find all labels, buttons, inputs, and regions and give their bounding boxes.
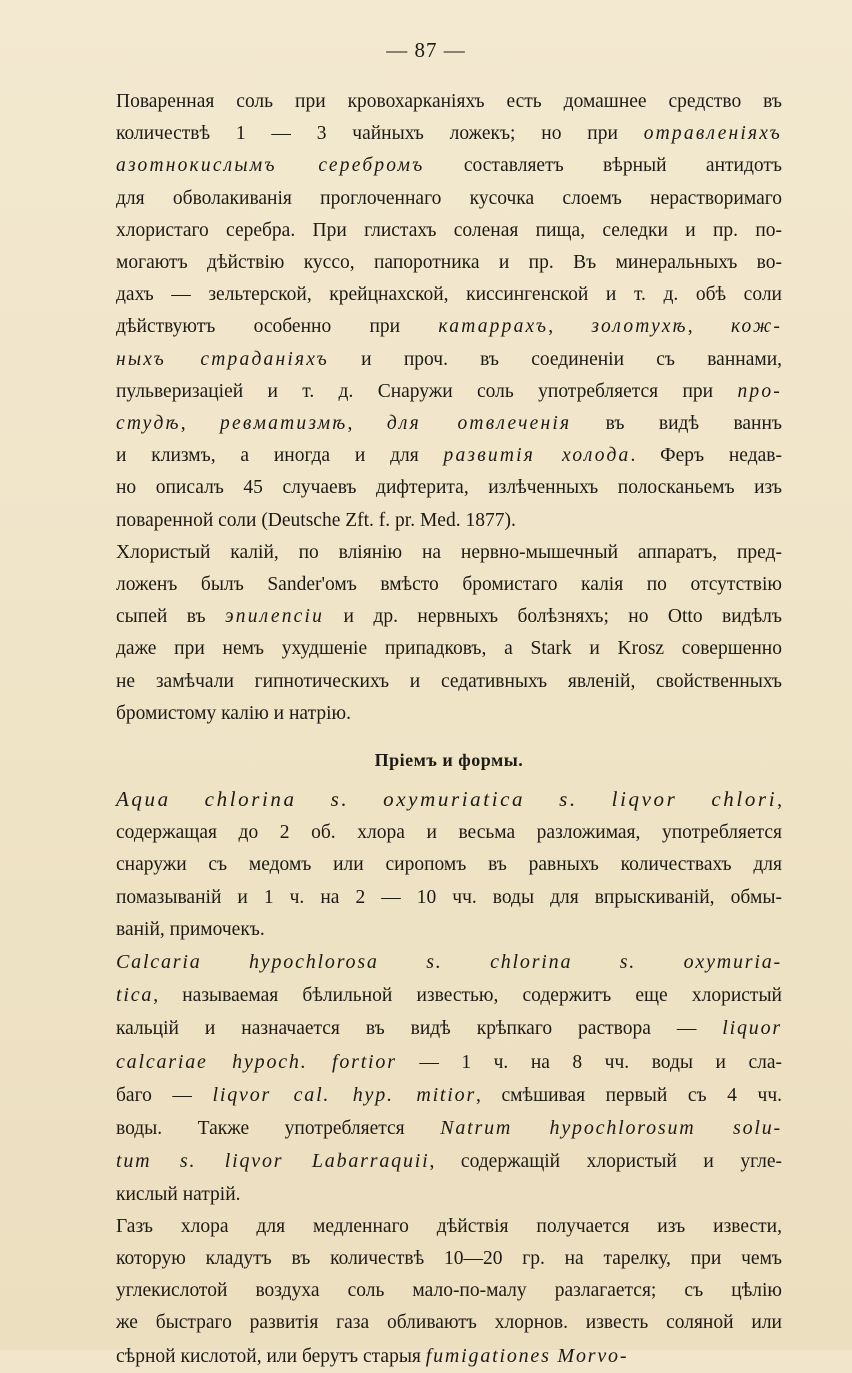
paragraph-potassium-chloride: [116, 537, 782, 730]
emphasized-term: fumigationes Morvo-: [425, 1344, 629, 1367]
text-segment: , содержащій хлористый и угле-: [429, 1151, 783, 1173]
emphasized-term: эпилепсіи: [224, 606, 325, 628]
text-line: [116, 311, 782, 343]
text-segment: и проч. въ соединеніи съ ваннами,: [328, 348, 783, 370]
text-segment: ложенъ былъ Sander'омъ вмѣсто бромистаго калія по отсутствію: [116, 574, 782, 596]
text-line: [116, 1012, 782, 1045]
page-number: — 87 —: [386, 38, 466, 62]
paragraph-aqua-chlorina: [116, 783, 782, 946]
text-line: [116, 914, 782, 946]
text-line: [116, 946, 782, 979]
section-heading: Пріемъ и формы.: [374, 750, 524, 771]
text-segment: количествѣ 1 — 3 чайныхъ ложекъ; но при: [116, 123, 644, 145]
emphasized-term: tica: [116, 984, 154, 1007]
text-segment: Поваренная соль при кровохарканіяхъ есть домашнее средство въ: [116, 91, 782, 112]
text-segment: Хлористый калій, по вліянію на нервно-мышечный аппаратъ, пред-: [116, 541, 782, 563]
text-segment: же быстраго развитія газа обливаютъ хлорнов. известь соляной или: [116, 1312, 782, 1334]
text-line: [116, 472, 782, 504]
text-line: [116, 215, 782, 247]
text-line: [116, 1275, 782, 1307]
text-segment: — 1 ч. на 8 чч. воды и сла-: [396, 1051, 782, 1073]
text-line: [116, 1307, 782, 1339]
text-line: [116, 1340, 782, 1373]
text-segment: дахъ — зельтерской, крейцнахской, киссингенской и т. д. обѣ соли: [116, 284, 782, 306]
emphasized-term: ревматизмѣ: [220, 413, 348, 435]
emphasized-term: азотнокислымъ серебромъ: [116, 155, 425, 177]
emphasized-term: tum s. liqvor Labarraquii: [116, 1150, 430, 1173]
text-segment: кальцій и назначается въ видѣ крѣпкаго раствора —: [116, 1018, 723, 1040]
text-line: [116, 1211, 782, 1243]
text-line: [116, 569, 782, 601]
text-segment: ,: [687, 316, 731, 338]
emphasized-term: ныхъ страданіяхъ: [116, 348, 329, 370]
text-segment: сѣрной кислотой, или берутъ старыя: [116, 1345, 426, 1367]
text-segment: кислый натрій.: [116, 1183, 241, 1205]
text-line: [116, 1179, 782, 1211]
text-segment: которую кладутъ въ количествѣ 10—20 гр. на тарелку, при чемъ: [116, 1247, 782, 1269]
emphasized-term: золотухѣ: [591, 316, 688, 338]
text-segment: дѣйствуютъ особенно при: [116, 316, 439, 338]
emphasized-term: Calcaria hypochlorosa s. chlorina s. oxymuria-: [116, 951, 782, 974]
text-segment: и клизмъ, а иногда и для: [116, 445, 444, 467]
text-line: [116, 118, 782, 150]
emphasized-term: liquor: [722, 1017, 782, 1040]
text-segment: составляетъ вѣрный антидотъ: [424, 155, 782, 177]
text-segment: , смѣшивая первый съ 4 чч.: [476, 1084, 782, 1106]
text-line: [116, 279, 782, 311]
text-segment: сыпей въ: [116, 606, 225, 628]
emphasized-term: катаррахъ: [438, 316, 549, 338]
text-segment: Газъ хлора для медленнаго дѣйствія получается изъ извести,: [116, 1215, 782, 1237]
text-line: [116, 408, 782, 440]
paragraph-chlorine-gas: [116, 1211, 782, 1373]
text-line: [116, 537, 782, 569]
text-segment: воды. Также употребляется: [116, 1118, 441, 1140]
emphasized-term: отравленіяхъ: [643, 123, 782, 145]
text-segment: пульверизаціей и т. д. Снаружи соль употребляется при: [116, 380, 738, 402]
text-segment: для обволакиванія проглоченнаго кусочка слоемъ нерастворимаго: [116, 187, 782, 209]
text-line: [116, 1145, 782, 1178]
text-line: [116, 849, 782, 881]
emphasized-term: студѣ: [116, 413, 181, 435]
text-line: [116, 1112, 782, 1145]
text-segment: хлористаго серебра. При глистахъ соленая пища, селедки и пр. по-: [116, 219, 782, 241]
text-line: [116, 601, 782, 633]
text-line: [116, 183, 782, 215]
text-line: [116, 344, 782, 376]
text-line: [116, 376, 782, 408]
text-line: [116, 247, 782, 279]
text-line: [116, 1243, 782, 1275]
text-segment: , называемая бѣлильной известью, содержитъ еще хлористый: [153, 985, 782, 1007]
page-text: [116, 86, 782, 1373]
text-line: [116, 505, 782, 537]
emphasized-term: про-: [737, 380, 782, 402]
text-segment: ваній, примочекъ.: [116, 918, 265, 940]
text-line: [116, 666, 782, 698]
text-segment: помазываній и 1 ч. на 2 — 10 чч. воды для впрыскиваній, обмы-: [116, 886, 782, 908]
text-line: [116, 150, 782, 182]
text-segment: и др. нервныхъ болѣзняхъ; но Otto видѣлъ: [324, 606, 782, 628]
text-segment: даже при немъ ухудшеніе припадковъ, а Stark и Krosz совершенно: [116, 638, 782, 660]
paragraph-calcaria-hypochlorosa: [116, 946, 782, 1211]
text-line: [116, 440, 782, 472]
text-segment: баго —: [116, 1084, 213, 1106]
text-segment: ,: [777, 790, 782, 812]
emphasized-term: кож-: [730, 316, 783, 338]
text-segment: снаружи съ медомъ или сиропомъ въ равныхъ количествахъ для: [116, 854, 782, 876]
emphasized-term: Aqua chlorina s. oxymuriatica s. liqvor chlori: [116, 787, 778, 812]
text-line: [116, 633, 782, 665]
text-line: [116, 1046, 782, 1079]
text-line: [116, 86, 782, 118]
paragraph-salt-uses: [116, 86, 782, 537]
text-segment: поваренной соли (Deutsche Zft. f. pr. Med. 1877).: [116, 509, 516, 531]
text-line: [116, 783, 782, 817]
text-segment: содержащая до 2 об. хлора и весьма разложимая, употребляется: [116, 822, 782, 844]
text-line: [116, 882, 782, 914]
text-line: [116, 979, 782, 1012]
text-segment: могаютъ дѣйствію куссо, папоротника и пр. Въ минеральныхъ во-: [116, 252, 782, 274]
text-segment: бромистому калію и натрію.: [116, 702, 351, 724]
text-segment: углекислотой воздуха соль мало-по-малу разлагается; съ цѣлію: [116, 1280, 782, 1302]
emphasized-term: liqvor cal. hyp. mitior: [212, 1083, 477, 1106]
text-segment: ,: [347, 413, 387, 435]
text-segment: но описалъ 45 случаевъ дифтерита, излѣченныхъ полосканьемъ изъ: [116, 477, 782, 499]
text-line: [116, 698, 782, 730]
text-segment: ,: [548, 316, 592, 338]
text-line: [116, 817, 782, 849]
emphasized-term: Natrum hypochlorosum solu-: [440, 1117, 782, 1140]
emphasized-term: calcariae hypoch. fortior: [116, 1050, 397, 1073]
text-segment: въ видѣ ваннъ: [571, 413, 783, 435]
text-segment: ,: [180, 413, 221, 435]
text-segment: не замѣчали гипнотическихъ и седативныхъ явленій, свойственныхъ: [116, 670, 782, 692]
emphasized-term: для отвлеченія: [386, 413, 572, 435]
text-line: [116, 1079, 782, 1112]
emphasized-term: развитія холода: [443, 445, 631, 467]
text-segment: . Феръ недав-: [630, 445, 782, 467]
